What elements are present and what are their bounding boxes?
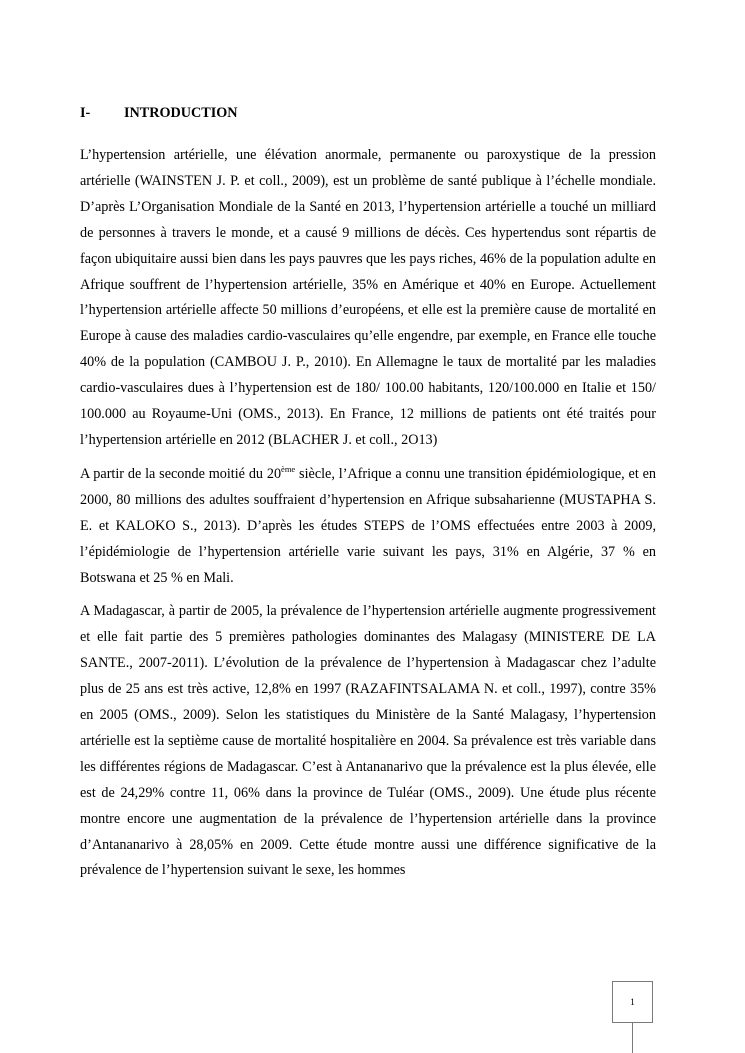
paragraph-2-rest: siècle, l’Afrique a connu une transition épidémiologique, et en 2000, 80 millions des adultes souffraient d’hypertension en Afrique subsaharienne (MUSTAPHA S. E. et KALOKO S., 2013). D’après les études STEPS de l’OMS effectuées entre 2003 à 2009, l’épidémiologie de l’hypertension artérielle varie suivant les pays, 31% en Algérie, 37 % en Botswana et 25 % en Mali. [80,465,657,586]
superscript-eme: ème [281,463,296,474]
page-number-line [632,1022,633,1053]
section-number: I- [80,105,91,121]
paragraph-1: L’hypertension artérielle, une élévation anormale, permanente ou paroxystique de la pression artérielle (WAINSTEN J. P. et coll., 2009), est un problème de santé publique à l’échelle mondiale. D’après L’Organisation Mondiale de la Santé en 2013, l’hypertension artérielle a touché un milliard de personnes à travers le monde, et a causé 9 millions de décès. Ces hypertendus sont répartis de façon ubiquitaire aussi bien dans les pays pauvres que les pays riches, 46% de la population adulte en Afrique souffrent de l’hypertension artérielle, 35% en Amérique et 40% en Europe. Actuellement l’hypertension artérielle affecte 50 millions d’européens, et elle est la première cause de mortalité en Europe à cause des maladies cardio-vasculaires qu’elle engendre, par exemple, en France elle touche 40% de la population (CAMBOU J. P., 2010). En Allemagne le taux de mortalité par les maladies cardio-vasculaires dues à l’hypertension est de 180/ 100.00 habitants, 120/100.000 en Italie et 150/ 100.000 au Royaume-Uni (OMS., 2013). En France, 12 millions de patients ont été traités pour l’hypertension artérielle en 2012 (BLACHER J. et coll., 2O13) [80,147,657,448]
section-heading [80,104,238,122]
paragraph-2-start: A partir de la seconde moitié du 20 [80,465,282,482]
body-text [80,143,656,892]
section-title: INTRODUCTION [124,105,238,121]
paragraph-3: A Madagascar, à partir de 2005, la prévalence de l’hypertension artérielle augmente progressivement et elle fait partie des 5 premières pathologies dominantes des Malagasy (MINISTERE DE LA SANTE., 2007-2011). L’évolution de la prévalence de l’hypertension à Madagascar chez l’adulte plus de 25 ans est très active, 12,8% en 1997 (RAZAFINTSALAMA N. et coll., 1997), contre 35% en 2005 (OMS., 2009). Selon les statistiques du Ministère de la Santé Malagasy, l’hypertension artérielle est la septième cause de mortalité hospitalière en 2004. Sa prévalence est très variable dans les différentes régions de Madagascar. C’est à Antananarivo que la prévalence est la plus élevée, elle est de 24,29% contre 11, 06% dans la province de Tuléar (OMS., 2009). Une étude plus récente montre encore une augmentation de la prévalence de l’hypertension artérielle dans la province d’Antananarivo à 28,05% en 2009. Cette étude montre aussi une différence significative de la prévalence de l’hypertension suivant le sexe, les hommes [80,603,656,879]
paragraph-2 [80,462,656,592]
page-number: 1 [612,981,653,1023]
